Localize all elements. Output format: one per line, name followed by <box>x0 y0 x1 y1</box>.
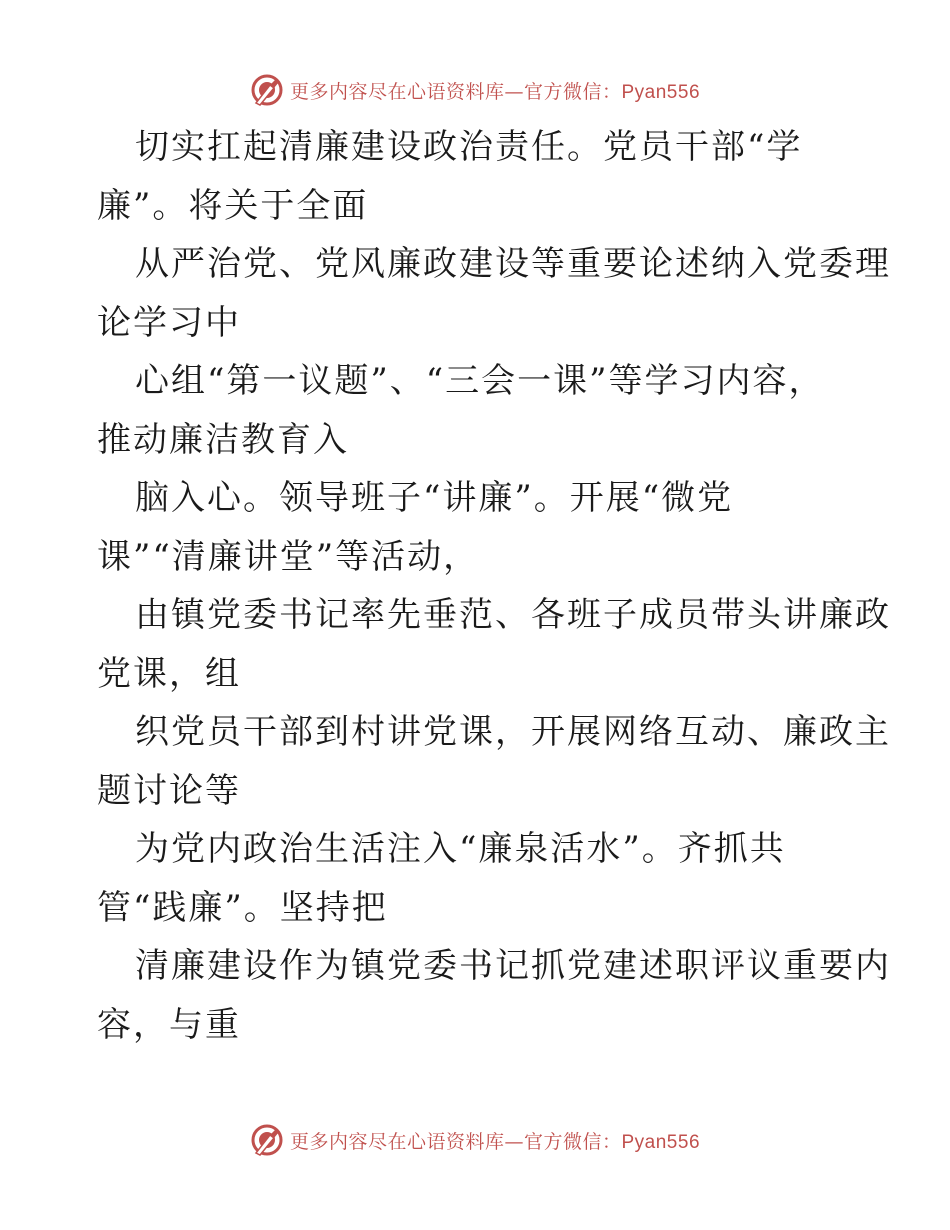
paragraph-line: 党课，组 <box>97 653 241 694</box>
paragraph <box>97 469 857 586</box>
paragraph <box>97 820 857 937</box>
paragraph-line: 论学习中 <box>97 302 241 343</box>
paragraph-line: 廉”。将关于全面 <box>97 185 369 226</box>
paragraph-line: 为党内政治生活注入“廉泉活水”。齐抓共 <box>135 829 786 869</box>
footer-banner <box>0 1120 950 1160</box>
paragraph <box>97 118 857 235</box>
paragraph-line: 心组“第一议题”、“三会一课”等学习内容， <box>135 361 825 401</box>
pen-circle-logo-icon <box>250 73 284 107</box>
footer-banner-text: 更多内容尽在心语资料库—官方微信：Pyan556 <box>289 1130 701 1153</box>
document-body <box>97 118 891 1054</box>
paragraph <box>97 235 891 352</box>
paragraph <box>97 937 891 1054</box>
paragraph <box>97 586 891 703</box>
paragraph-line: 题讨论等 <box>97 770 241 811</box>
header-banner <box>0 70 950 110</box>
paragraph-line: 切实扛起清廉建设政治责任。党员干部“学 <box>135 127 803 167</box>
paragraph-line: 课”“清廉讲堂”等活动， <box>97 536 480 577</box>
paragraph-line: 容，与重 <box>97 1004 241 1045</box>
paragraph-line: 从严治党、党风廉政建设等重要论述纳入党委理 <box>135 244 891 284</box>
paragraph-line: 推动廉洁教育入 <box>97 419 349 460</box>
pen-circle-logo-icon <box>250 1123 284 1157</box>
header-wechat-id: Pyan556 <box>621 81 701 103</box>
paragraph <box>97 352 857 469</box>
paragraph-line: 清廉建设作为镇党委书记抓党建述职评议重要内 <box>135 946 891 986</box>
footer-wechat-id: Pyan556 <box>621 1131 701 1153</box>
paragraph-line: 脑入心。领导班子“讲廉”。开展“微党 <box>135 478 734 518</box>
paragraph-line: 由镇党委书记率先垂范、各班子成员带头讲廉政 <box>135 595 891 635</box>
paragraph-line: 织党员干部到村讲党课，开展网络互动、廉政主 <box>135 712 891 752</box>
paragraph <box>97 703 891 820</box>
paragraph-line: 管“践廉”。坚持把 <box>97 887 388 928</box>
header-banner-text: 更多内容尽在心语资料库—官方微信：Pyan556 <box>289 80 701 103</box>
